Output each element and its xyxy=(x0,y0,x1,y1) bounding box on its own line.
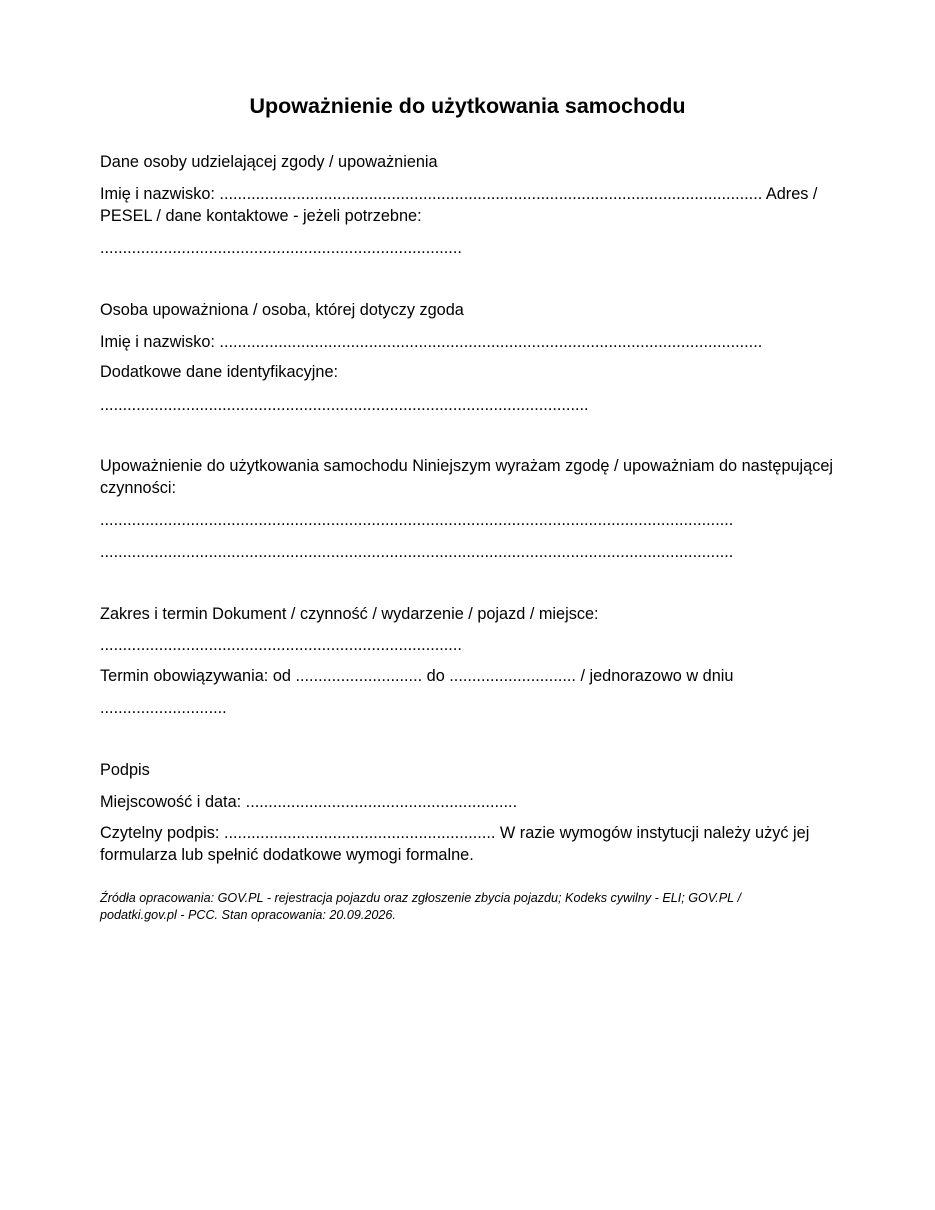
authorized-person-heading: Osoba upoważniona / osoba, której dotyczy zgoda xyxy=(100,301,464,319)
sources-note: Źródła opracowania: GOV.PL - rejestracja pojazdu oraz zgłoszenie zbycia pojazdu; Kodeks cywilny - ELI; GOV.PL / podatki.gov.pl - PCC. Stan opracowania: 20.09.2026. xyxy=(100,891,741,922)
validity-date-dots: ............................ xyxy=(100,699,227,717)
authorization-dots-line-1: ............................................................................................................................................ xyxy=(100,511,734,529)
authorization-dots-line-2: ............................................................................................................................................ xyxy=(100,543,734,561)
authorized-person-name-line: Imię i nazwisko: ........................................................................................................................ xyxy=(100,333,763,351)
granting-person-name-line: Imię i nazwisko: ........................................................................................................................ Adres / PESEL / dane kontaktowe - jeżeli potrzebne: xyxy=(100,185,818,225)
scope-dots-line: ................................................................................ xyxy=(100,636,462,654)
authorization-text: Upoważnienie do użytkowania samochodu Niniejszym wyrażam zgodę / upoważniam do następującej czynności: xyxy=(100,457,834,497)
authorized-person-extra-label: Dodatkowe dane identyfikacyjne: xyxy=(100,363,339,381)
granting-person-heading: Dane osoby udzielającej zgody / upoważnienia xyxy=(100,153,438,171)
granting-person-dots-line: ................................................................................ xyxy=(100,239,462,257)
authorized-person-dots-line: ............................................................................................................ xyxy=(100,396,589,414)
validity-line: Termin obowiązywania: od ............................ do ............................ / jednorazowo w dniu xyxy=(100,667,734,685)
signature-heading: Podpis xyxy=(100,761,150,779)
signature-line: Czytelny podpis: ............................................................ W razie wymogów instytucji należy użyć jej formularza lub spełnić dodatkowe wymogi formalne. xyxy=(100,824,810,864)
scope-text: Zakres i termin Dokument / czynność / wydarzenie / pojazd / miejsce: xyxy=(100,605,599,623)
place-date-line: Miejscowość i data: ............................................................ xyxy=(100,793,518,811)
document-title: Upoważnienie do użytkowania samochodu xyxy=(249,94,686,118)
